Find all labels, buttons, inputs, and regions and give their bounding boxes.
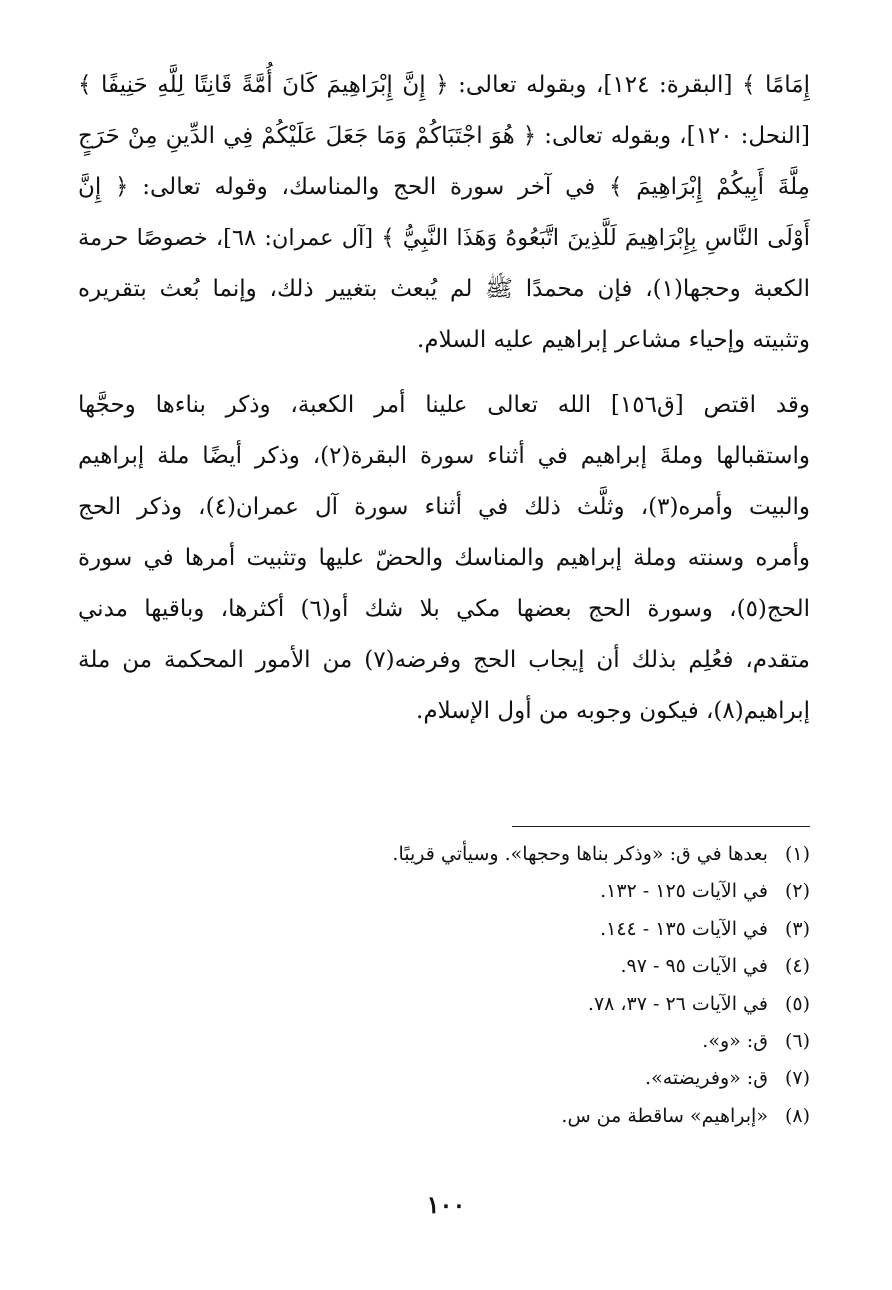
footnote: [78, 1060, 810, 1097]
footnote: [78, 836, 810, 873]
text-line: إبراهيم(٨)، فيكون وجوبه من أول الإسلام.: [416, 698, 810, 724]
footnote-number: (١): [784, 843, 810, 865]
footnote: [78, 948, 810, 985]
footnote-text: في الآيات ١٢٥ - ١٣٢.: [600, 880, 768, 903]
text-line: إِمَامًا ﴾ [البقرة: ١٢٤]، وبقوله تعالى: ﴿ إِنَّ إِبْرَاهِيمَ كَانَ أُمَّةً قَانِتًا لِلَّهِ حَنِيفًا ﴾: [78, 72, 810, 98]
footnote: [78, 986, 810, 1023]
text-line: والبيت وأمره(٣)، وثلَّث ذلك في أثناء سورة آل عمران(٤)، وذكر الحج: [78, 494, 810, 520]
page-number: ١٠٠: [426, 1190, 466, 1219]
footnote-separator: [512, 826, 810, 827]
footnote-text: في الآيات ٩٥ - ٩٧.: [620, 955, 768, 978]
text-line: وأمره وسنته وملة إبراهيم والمناسك والحضّ عليها وتثبيت أمرها في سورة: [78, 545, 810, 571]
footnote-text: ق: «و».: [702, 1030, 768, 1053]
footnote-text: في الآيات ١٣٥ - ١٤٤.: [600, 917, 768, 940]
paragraph-1: [78, 60, 810, 366]
text-line: وتثبيته وإحياء مشاعر إبراهيم عليه السلام.: [417, 327, 810, 353]
footnote-text: «إبراهيم» ساقطة من س.: [561, 1104, 768, 1127]
footnote-number: (٨): [784, 1104, 810, 1127]
footnote-number: (٦): [784, 1030, 810, 1053]
footnote-text: بعدها في ق: «وذكر بناها وحجها». وسيأتي قريبًا.: [392, 843, 768, 865]
paragraph-2: [78, 380, 810, 737]
text-line: مِلَّةَ أَبِيكُمْ إِبْرَاهِيمَ ﴾ في آخر سورة الحج والمناسك، وقوله تعالى: ﴿ إِنَّ: [78, 174, 810, 200]
footnote-text: ق: «وفريضته».: [645, 1067, 768, 1090]
footnotes: [78, 836, 810, 1135]
footnote-number: (٢): [784, 880, 810, 903]
main-text: [78, 60, 810, 737]
footnote-number: (٣): [784, 917, 810, 940]
text-line: الحج(٥)، وسورة الحج بعضها مكي بلا شك أو(٦) أكثرها، وباقيها مدني: [78, 596, 810, 622]
footnote-number: (٧): [784, 1067, 810, 1090]
footnote-text: في الآيات ٢٦ - ٣٧، ٧٨.: [587, 992, 768, 1015]
text-line: الكعبة وحجها(١)، فإن محمدًا ﷺ لم يُبعث بتغيير ذلك، وإنما بُعث بتقريره: [78, 276, 810, 302]
footnote-number: (٥): [784, 992, 810, 1015]
text-line: متقدم، فعُلِم بذلك أن إيجاب الحج وفرضه(٧) من الأمور المحكمة من ملة: [78, 647, 811, 673]
footnote: [78, 1023, 810, 1060]
text-line: وقد اقتص [ق١٥٦] الله تعالى علينا أمر الكعبة، وذكر بناءها وحجَّها: [78, 392, 811, 418]
footnote-number: (٤): [784, 955, 810, 978]
text-line: [النحل: ١٢٠]، وبقوله تعالى: ﴿ هُوَ اجْتَبَاكُمْ وَمَا جَعَلَ عَلَيْكُمْ فِي الدِّينِ مِنْ حَرَجٍ: [78, 123, 810, 149]
text-line: أَوْلَى النَّاسِ بِإِبْرَاهِيمَ لَلَّذِينَ اتَّبَعُوهُ وَهَذَا النَّبِيُّ ﴾ [آل عمران: ٦٨]، خصوصًا حرمة: [78, 225, 810, 251]
text-line: واستقبالها وملةَ إبراهيم في أثناء سورة البقرة(٢)، وذكر أيضًا ملة إبراهيم: [78, 443, 810, 469]
footnote: [78, 873, 810, 910]
footnote: [78, 911, 810, 948]
footnote: [78, 1098, 810, 1135]
